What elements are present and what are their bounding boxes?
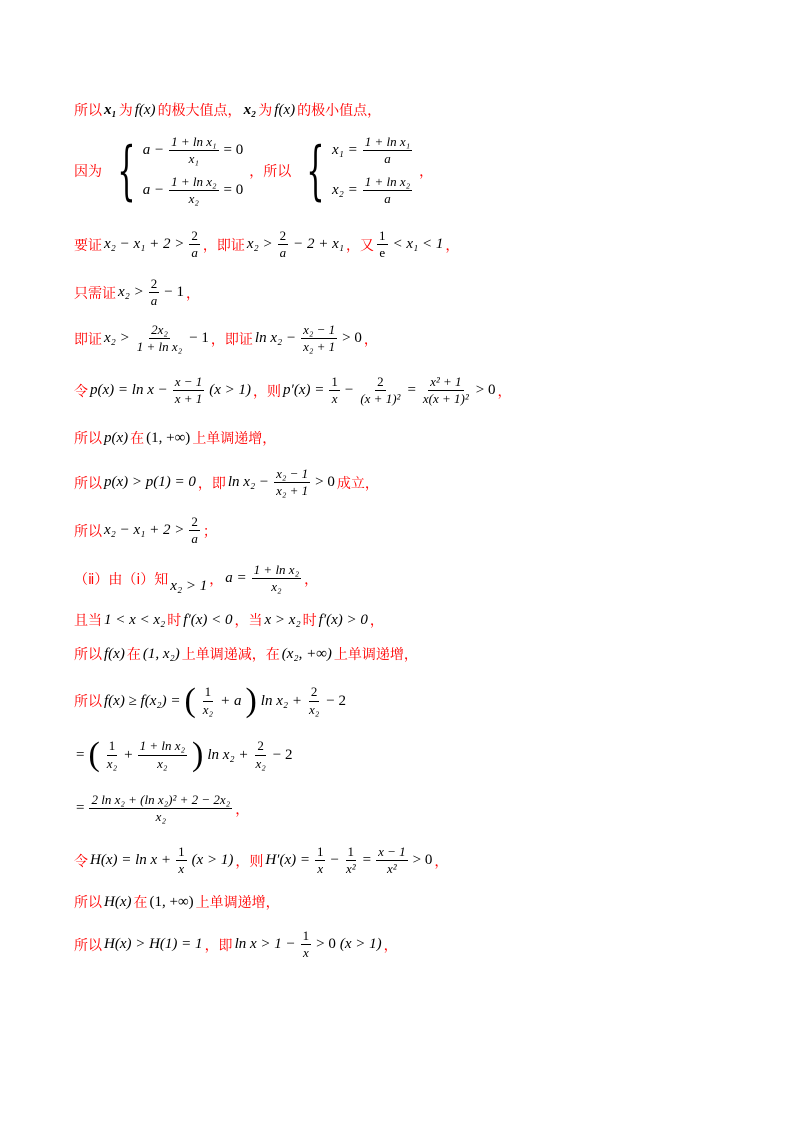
fraction bbox=[363, 174, 412, 208]
math: f′(x) < 0 bbox=[183, 611, 233, 628]
text: 所以 bbox=[74, 937, 102, 954]
math: H(x) > H(1) = 1 bbox=[104, 936, 203, 953]
math: > 0 bbox=[315, 474, 335, 491]
fraction bbox=[173, 374, 205, 408]
math: (x > 1) bbox=[339, 936, 382, 953]
math: ln x₂ − bbox=[254, 330, 297, 347]
fraction bbox=[189, 228, 200, 262]
line-7 bbox=[74, 428, 276, 448]
line-8 bbox=[74, 466, 379, 500]
math: (1, x₂) bbox=[142, 645, 180, 662]
fraction bbox=[376, 844, 408, 878]
text: 成立， bbox=[336, 475, 379, 492]
math: x₂ bbox=[243, 101, 257, 118]
text: ， bbox=[363, 331, 378, 348]
math: p(x) = ln x − bbox=[90, 382, 168, 399]
denominator: x₂ bbox=[271, 579, 282, 595]
numerator: 2 ln x₂ + (ln x₂)² + 2 − 2x₂ bbox=[89, 792, 232, 809]
numerator: 1 + ln x₂ bbox=[252, 562, 301, 579]
text: ，又 bbox=[346, 237, 374, 254]
text: ，则 bbox=[253, 383, 282, 400]
equation-system-2 bbox=[295, 134, 415, 207]
math: p(x) bbox=[104, 429, 129, 446]
text: 为 bbox=[118, 103, 133, 119]
text: ， bbox=[185, 285, 200, 302]
numerator: 1 bbox=[107, 738, 118, 755]
fraction bbox=[252, 562, 301, 596]
denominator: a bbox=[279, 245, 287, 261]
text: 所以 bbox=[74, 523, 102, 540]
line-13 bbox=[74, 682, 348, 720]
fraction bbox=[363, 134, 412, 168]
fraction bbox=[105, 738, 119, 772]
text: 且当 bbox=[74, 613, 102, 629]
numerator: 2 bbox=[309, 684, 320, 701]
text: 在 bbox=[130, 431, 145, 447]
math: = bbox=[362, 852, 372, 869]
line-11 bbox=[74, 610, 384, 630]
text: ，当 bbox=[234, 613, 263, 629]
numerator: 2 bbox=[189, 228, 200, 245]
math: − 1 bbox=[164, 284, 184, 301]
numerator: 2 bbox=[255, 738, 266, 755]
math: = bbox=[76, 800, 85, 817]
math: x₂ − x₁ + 2 > bbox=[104, 236, 185, 253]
text: 在 bbox=[133, 895, 148, 911]
brace-icon: { bbox=[306, 133, 325, 208]
math: H′(x) = bbox=[265, 852, 310, 869]
text: 即证 bbox=[74, 331, 102, 348]
numerator: 1 bbox=[329, 374, 340, 391]
math: − 2 bbox=[272, 746, 293, 763]
fraction bbox=[138, 738, 187, 772]
denominator: x₂ bbox=[155, 809, 166, 825]
text: ，所以 bbox=[249, 163, 292, 180]
text: ， bbox=[383, 937, 398, 954]
line-5 bbox=[74, 322, 378, 356]
math: f′(x) > 0 bbox=[318, 611, 368, 628]
fraction bbox=[169, 134, 218, 168]
text: 的极大值点， bbox=[157, 103, 242, 119]
math: + a bbox=[220, 692, 242, 709]
line-2 bbox=[74, 134, 433, 207]
text: 时 bbox=[167, 613, 182, 629]
line-15 bbox=[74, 792, 249, 826]
numerator: 2 bbox=[375, 374, 386, 391]
fraction bbox=[254, 738, 268, 772]
text: 所以 bbox=[74, 475, 102, 492]
denominator: x² bbox=[387, 861, 397, 877]
numerator: x − 1 bbox=[376, 844, 408, 861]
text: ， bbox=[434, 853, 449, 870]
math: f(x) bbox=[134, 101, 156, 118]
fraction bbox=[149, 276, 160, 310]
math: ln x₂ + bbox=[260, 692, 302, 709]
math: (1, +∞) bbox=[149, 893, 194, 910]
fraction bbox=[301, 928, 312, 962]
text: 所以 bbox=[74, 103, 102, 119]
text: ， bbox=[445, 237, 460, 254]
fraction bbox=[274, 466, 310, 500]
math: − 2 + x₁ bbox=[293, 236, 344, 253]
text: 所以 bbox=[74, 694, 102, 710]
math: a − bbox=[142, 181, 165, 198]
line-3 bbox=[74, 228, 459, 262]
math: (x > 1) bbox=[209, 382, 252, 399]
math: 1 < x < x₂ bbox=[104, 611, 166, 628]
denominator: x + 1 bbox=[174, 391, 203, 407]
text: 上单调递增， bbox=[195, 895, 280, 911]
text: 上单调递增， bbox=[192, 431, 277, 447]
numerator: x₂ − 1 bbox=[301, 322, 337, 339]
math: = 0 bbox=[223, 181, 244, 198]
math: + bbox=[124, 746, 133, 763]
numerator: 1 bbox=[176, 844, 187, 861]
brace-icon: { bbox=[117, 133, 136, 208]
denominator: x bbox=[178, 861, 185, 877]
math: > 0 bbox=[475, 382, 496, 399]
math: > 0 bbox=[412, 852, 433, 869]
text: ，即证 bbox=[210, 331, 253, 348]
numerator: x − 1 bbox=[173, 374, 205, 391]
line-12 bbox=[74, 644, 418, 664]
numerator: 1 + ln x₂ bbox=[363, 174, 412, 191]
text: 只需证 bbox=[74, 285, 116, 302]
numerator: 1 + ln x₂ bbox=[169, 174, 218, 191]
denominator: x₂ bbox=[106, 755, 118, 771]
numerator: 1 + ln x₁ bbox=[169, 134, 218, 151]
fraction bbox=[344, 844, 358, 878]
denominator: a bbox=[150, 293, 158, 309]
text: ，即 bbox=[204, 937, 233, 954]
text: 要证 bbox=[74, 237, 102, 254]
text: 令 bbox=[74, 853, 88, 870]
fraction bbox=[201, 684, 215, 718]
denominator: a bbox=[384, 151, 391, 167]
text: 在 bbox=[126, 647, 141, 663]
math: − 2 bbox=[326, 692, 346, 709]
math: f(x) bbox=[274, 101, 296, 118]
fraction bbox=[176, 844, 187, 878]
fraction bbox=[377, 228, 388, 262]
text: 所以 bbox=[74, 431, 102, 447]
math: (1, +∞) bbox=[146, 429, 191, 446]
denominator: x bbox=[317, 861, 324, 877]
text: 因为 bbox=[74, 163, 102, 180]
math: x₂ > 1 bbox=[170, 578, 208, 595]
line-6 bbox=[74, 374, 512, 408]
math: H(x) bbox=[104, 893, 132, 910]
text: 所以 bbox=[74, 647, 102, 663]
denominator: x₂ bbox=[202, 701, 214, 717]
math: x₂ > bbox=[246, 236, 273, 253]
math: (x₂, +∞) bbox=[281, 645, 332, 662]
math: x₂ > bbox=[118, 284, 144, 301]
math: < x₁ < 1 bbox=[392, 236, 444, 253]
denominator: e bbox=[379, 245, 386, 261]
text: ， bbox=[209, 571, 224, 588]
denominator: x² bbox=[345, 861, 356, 877]
numerator: x₂ − 1 bbox=[274, 466, 310, 483]
line-4 bbox=[74, 276, 200, 310]
text: ， bbox=[419, 163, 434, 180]
numerator: 2 bbox=[189, 514, 200, 531]
fraction bbox=[307, 684, 321, 718]
numerator: 1 bbox=[315, 844, 326, 861]
denominator: x₂ bbox=[308, 701, 320, 717]
numerator: 1 + ln x₂ bbox=[138, 738, 187, 755]
fraction bbox=[358, 374, 402, 408]
denominator: x bbox=[331, 391, 338, 407]
denominator: a bbox=[191, 531, 198, 547]
math: x₂ > bbox=[104, 330, 130, 347]
fraction bbox=[189, 514, 200, 548]
math: ln x₂ + bbox=[207, 746, 249, 763]
fraction bbox=[329, 374, 340, 408]
math: f(x) bbox=[104, 645, 125, 662]
fraction bbox=[315, 844, 326, 878]
paren-close: ) bbox=[192, 736, 204, 773]
numerator: x² + 1 bbox=[428, 374, 463, 391]
fraction bbox=[421, 374, 471, 408]
fraction bbox=[301, 322, 337, 356]
line-14 bbox=[74, 736, 295, 774]
denominator: a bbox=[191, 245, 198, 261]
text: 上单调递增， bbox=[333, 647, 418, 663]
denominator: a bbox=[384, 190, 391, 206]
text: 时 bbox=[302, 613, 317, 629]
numerator: 2 bbox=[278, 228, 289, 245]
equation-system-1 bbox=[106, 134, 245, 207]
math: p′(x) = bbox=[283, 382, 325, 399]
math: x₁ bbox=[104, 101, 117, 118]
paren-close: ) bbox=[245, 682, 257, 719]
math: x₁ = bbox=[331, 142, 358, 159]
math: − bbox=[344, 382, 354, 399]
math: − 1 bbox=[189, 330, 209, 347]
text: ，即证 bbox=[202, 237, 245, 254]
text: ， bbox=[235, 801, 250, 818]
denominator: x₂ + 1 bbox=[276, 483, 309, 499]
numerator: 2 bbox=[149, 276, 160, 293]
text: 上单调递减，在 bbox=[181, 647, 280, 663]
math: − bbox=[330, 852, 339, 869]
math: > 0 bbox=[316, 936, 336, 953]
line-18 bbox=[74, 928, 398, 962]
fraction bbox=[135, 322, 184, 356]
denominator: (x + 1)² bbox=[360, 391, 401, 407]
math: > 0 bbox=[342, 330, 362, 347]
numerator: 1 bbox=[377, 228, 388, 245]
line-1 bbox=[74, 100, 381, 120]
math: x₂ − x₁ + 2 > bbox=[104, 522, 185, 539]
line-17 bbox=[74, 892, 280, 912]
text: ，即 bbox=[197, 475, 226, 492]
denominator: x₂ + 1 bbox=[303, 339, 336, 355]
math: = bbox=[407, 382, 416, 399]
denominator: x₂ bbox=[157, 755, 168, 771]
text: 所以 bbox=[74, 895, 102, 911]
text: 令 bbox=[74, 383, 88, 400]
numerator: 1 bbox=[203, 684, 214, 701]
numerator: 1 + ln x₁ bbox=[363, 134, 412, 151]
math: x > x₂ bbox=[264, 611, 301, 628]
math: = 0 bbox=[223, 142, 244, 159]
text: ， bbox=[369, 613, 384, 629]
numerator: 1 bbox=[346, 844, 357, 861]
text: ， bbox=[497, 383, 512, 400]
math: f(x) ≥ f(x₂) = bbox=[104, 692, 181, 709]
text: ，则 bbox=[235, 853, 264, 870]
numerator: 1 bbox=[301, 928, 312, 945]
math: x₂ = bbox=[331, 181, 358, 198]
text: 的极小值点， bbox=[297, 103, 382, 119]
line-9 bbox=[74, 514, 217, 548]
denominator: x bbox=[303, 945, 309, 961]
fraction bbox=[278, 228, 289, 262]
math: H(x) = ln x + bbox=[90, 852, 172, 869]
text: ， bbox=[304, 571, 319, 588]
math: p(x) > p(1) = 0 bbox=[104, 474, 196, 491]
math: a = bbox=[225, 570, 247, 587]
math: ln x > 1 − bbox=[234, 936, 296, 953]
denominator: x(x + 1)² bbox=[422, 391, 469, 407]
math: ln x₂ − bbox=[227, 474, 270, 491]
denominator: x₁ bbox=[188, 151, 199, 167]
line-10 bbox=[74, 562, 318, 596]
numerator: 2x₂ bbox=[149, 322, 170, 339]
denominator: x₂ bbox=[255, 755, 266, 771]
math: (x > 1) bbox=[191, 852, 234, 869]
math: a − bbox=[142, 142, 165, 159]
fraction bbox=[89, 792, 232, 826]
text: ； bbox=[202, 523, 217, 540]
paren-open: ( bbox=[88, 736, 100, 773]
denominator: 1 + ln x₂ bbox=[136, 339, 183, 355]
math: = bbox=[76, 746, 85, 763]
text: （ⅱ）由（ⅰ）知 bbox=[74, 571, 169, 588]
denominator: x₂ bbox=[188, 190, 199, 206]
text: 为 bbox=[258, 103, 273, 119]
paren-open: ( bbox=[184, 682, 196, 719]
line-16 bbox=[74, 844, 448, 878]
fraction bbox=[169, 174, 218, 208]
